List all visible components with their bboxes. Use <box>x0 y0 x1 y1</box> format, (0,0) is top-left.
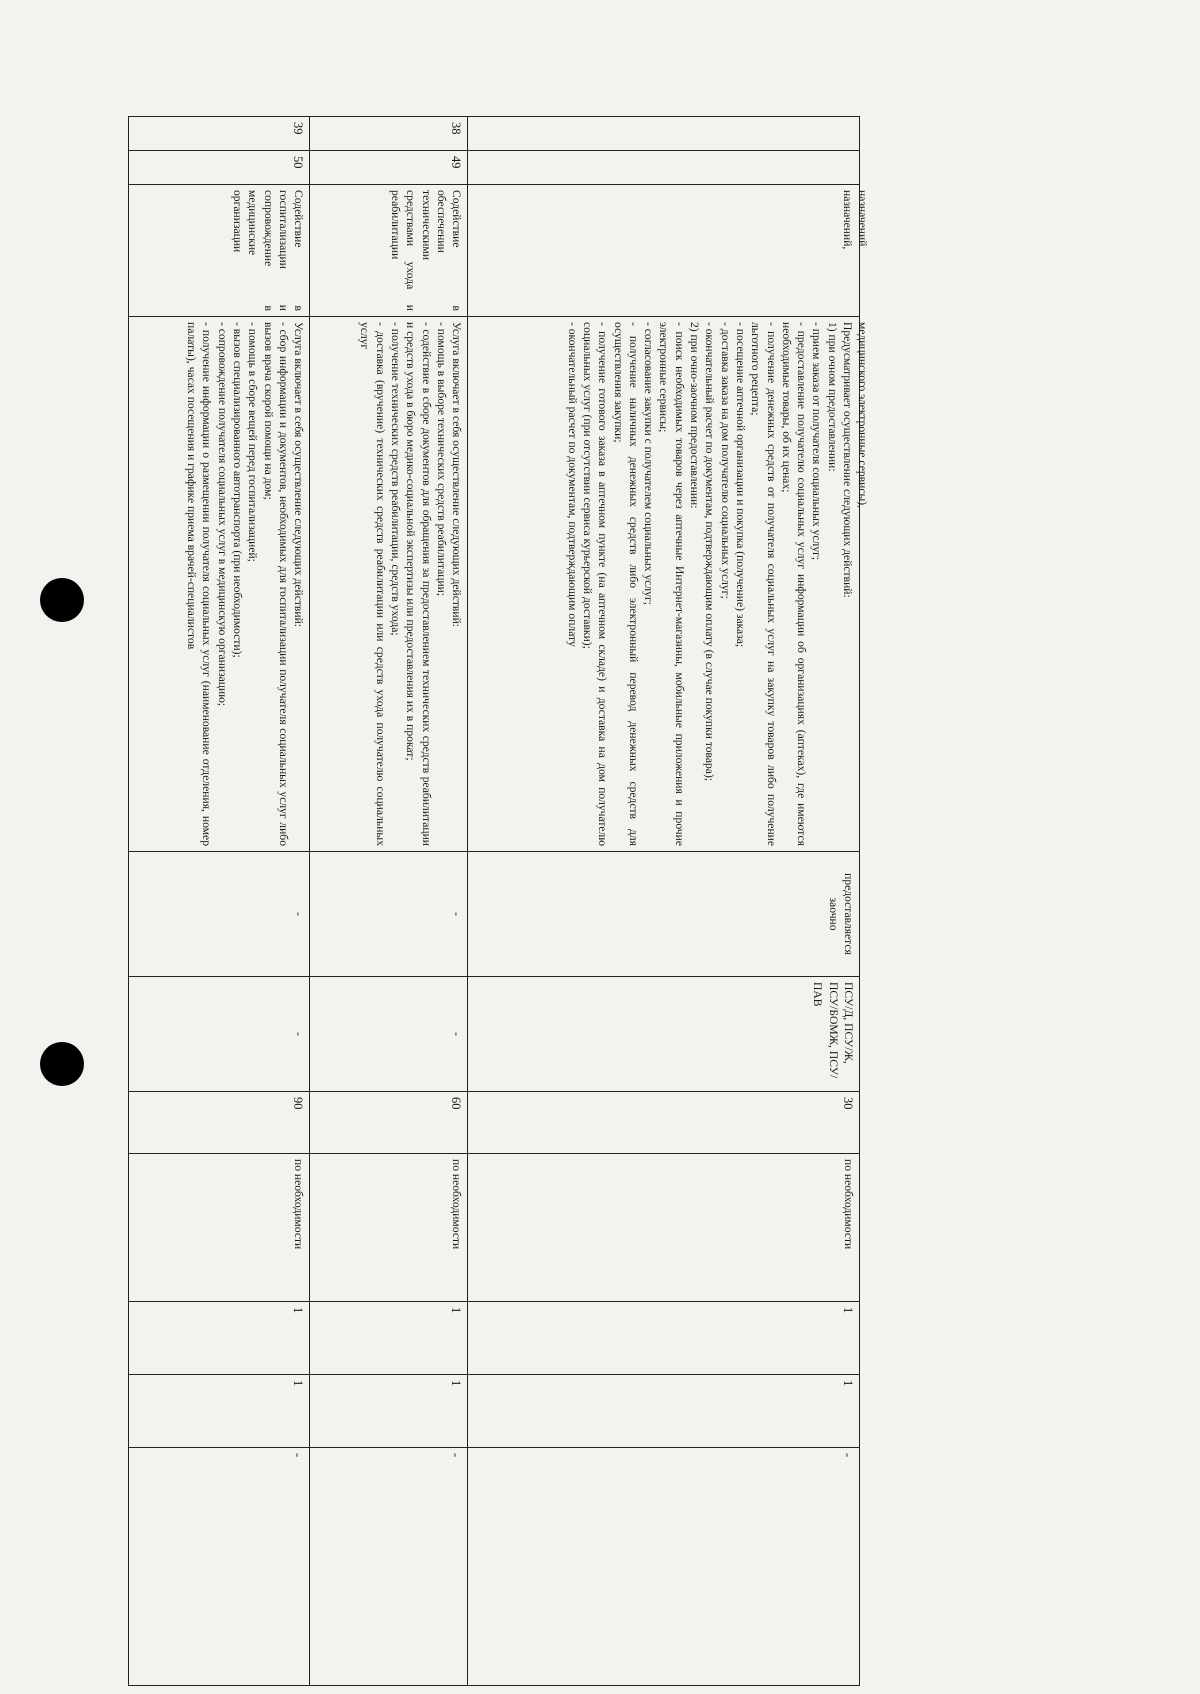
row-number <box>468 117 860 151</box>
time-norm: 30 <box>468 1092 860 1154</box>
service-number <box>468 151 860 185</box>
extra-column: - <box>468 1448 860 1686</box>
punch-hole-top <box>40 578 84 622</box>
table-row-continued <box>468 117 860 1686</box>
service-description: Услуга включает в себя осуществление следующих действий: - сбор информации и документов, необходимых для госпитализации получателя социальных услуг либо вызов врача скорой помощи на дом; - помощь в сборе вещей перед госпитализацией; - вызов специализированного автотранспорта (при необходимости); - сопровождение получателя социальных услуг в медицинскую организацию; - получение информации о размещении получателя социальных услуг (наименование отделения, номер палаты), часах посещения и графике приема врачей-специалистов <box>129 317 310 852</box>
punch-hole-bottom <box>40 1042 84 1086</box>
services-table <box>128 116 869 1686</box>
row-number: 39 <box>129 117 310 151</box>
service-form: - <box>129 852 310 977</box>
unit-count-1: 1 <box>468 1302 860 1375</box>
service-description: Услуга включает в себя осуществление следующих действий: - помощь в выборе технических средств реабилитации; - содействие в сборе документов для обращения за предоставлением технических средств реабилитации и средств ухода в бюро медико-социальной экспертизы или предоставления их в прокат; - получение технических средств реабилитации, средств ухода; - доставка (вручение) технических средств реабилитации или средств ухода получателю социальных услуг <box>310 317 468 852</box>
recipient-category: ПСУ/Д, ПСУ/Ж, ПСУ/БОМЖ, ПСУ/ПАВ <box>468 977 860 1092</box>
table-row <box>310 117 468 1686</box>
unit-count-2: 1 <box>310 1375 468 1448</box>
service-name: Содействие в обеспечении техническими средствами ухода и реабилитации <box>310 185 468 317</box>
service-number: 49 <box>310 151 468 185</box>
extra-column: - <box>310 1448 468 1686</box>
row-number: 38 <box>310 117 468 151</box>
time-norm: 60 <box>310 1092 468 1154</box>
service-number: 50 <box>129 151 310 185</box>
unit-count-1: 1 <box>310 1302 468 1375</box>
service-form: - <box>310 852 468 977</box>
frequency: по необходимости <box>310 1154 468 1302</box>
time-norm: 90 <box>129 1092 310 1154</box>
frequency: по необходимости <box>129 1154 310 1302</box>
service-name-truncated: назначений <box>856 190 869 247</box>
service-name: назначений назначений, <box>468 185 860 317</box>
unit-count-1: 1 <box>129 1302 310 1375</box>
extra-column: - <box>129 1448 310 1686</box>
service-description: медицинского электронные сервисы), Предусматривает осуществление следующих действий: 1) при очном предоставлении: - прием заказа от получателя социальных услуг; - предоставление получателю социальных услуг информации об организациях (аптеках), где имеются необходимые товары, об их ценах; - получение денежных средств от получателя социальных услуг на закупку товаров либо получение льготного рецепта; - посещение аптечной организации и покупка (получение) заказа; - доставка заказа на дом получателю социальных услуг; - окончательный расчет по документам, подтверждающим оплату (в случае покупки товара); 2) при очно-заочном предоставлении: - поиск необходимых товаров через аптечные Интернет-магазины, мобильные приложения и прочие электронные сервисы; - согласование закупки с получателем социальных услуг; - получение наличных денежных средств либо электронный перевод денежных средств для осуществления закупки; - получение готового заказа в аптечном пункте (на аптечном складе) и доставка на дом получателю социальных услуг (при отсутствии сервиса курьерской доставки); - окончательный расчет по документам, подтверждающим оплату <box>468 317 860 852</box>
unit-count-2: 1 <box>129 1375 310 1448</box>
unit-count-2: 1 <box>468 1375 860 1448</box>
service-form: предоставляется заочно <box>468 852 860 977</box>
recipient-category: - <box>129 977 310 1092</box>
frequency: по необходимости <box>468 1154 860 1302</box>
service-name: Содействие в госпитализации и сопровождение в медицинские организации <box>129 185 310 317</box>
table-row <box>129 117 310 1686</box>
recipient-category: - <box>310 977 468 1092</box>
service-description-truncated: медицинского электронные сервисы), <box>856 322 869 509</box>
